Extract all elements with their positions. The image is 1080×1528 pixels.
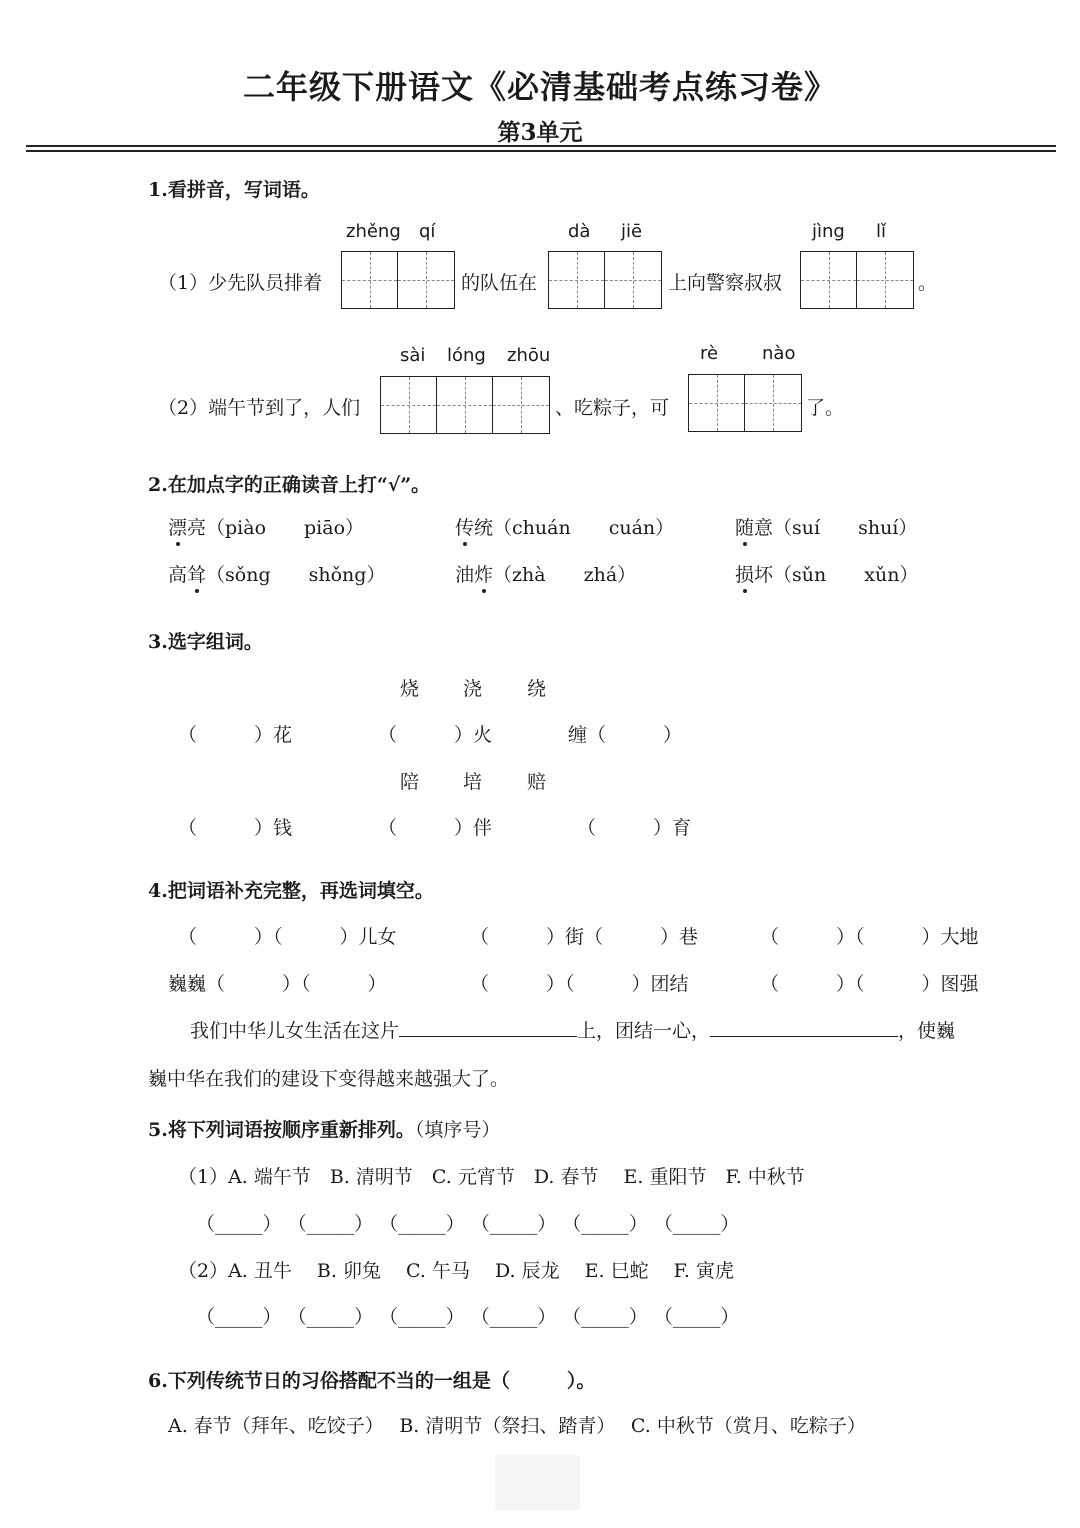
q4-blank-tuanjie[interactable]: （ ）（ ）团结 (470, 973, 689, 995)
pinyin-li: lǐ (876, 221, 887, 242)
q1-line2-prefix: （2）端午节到了，人们 (158, 397, 361, 419)
q5-note: （填序号） (414, 1119, 501, 1141)
q2-item-rest: （sǒng shǒng） (206, 564, 386, 586)
answer-blank[interactable]: （_____） (287, 1213, 374, 1235)
answer-blank[interactable]: （_____） (653, 1213, 740, 1235)
tianzi-box-zhengqi[interactable] (341, 251, 455, 309)
dotted-char: 损 (735, 560, 754, 587)
dotted-char: 传 (455, 513, 474, 540)
answer-blank[interactable]: （_____） (470, 1306, 557, 1328)
faint-watermark-block (495, 1455, 580, 1510)
pinyin-re: rè (700, 343, 719, 364)
q2-item-rest: 意（suí shuí） (754, 517, 918, 539)
q2-item-chuantong[interactable] (455, 513, 674, 540)
dotted-char: 炸 (474, 560, 493, 587)
q4-blank-weiwei[interactable]: 巍巍（ ）（ ） (168, 973, 387, 995)
fill-blank-line[interactable] (399, 1018, 577, 1037)
q1-line1-prefix: （1）少先队员排着 (158, 272, 323, 294)
q2-item-sunhuai[interactable] (735, 560, 918, 587)
q2-item-rest: （zhà zhá） (493, 564, 637, 586)
pinyin-qi: qí (419, 221, 436, 242)
q3-choice-char: 赔 (527, 771, 547, 793)
q3-blank-ban[interactable]: （ ）伴 (378, 817, 493, 839)
pinyin-jie: jiē (621, 221, 643, 242)
pinyin-zheng: zhěng (346, 221, 401, 242)
dotted-char: 耸 (187, 560, 206, 587)
tianzi-box-jingli[interactable] (800, 251, 914, 309)
answer-blank[interactable]: （_____） (470, 1213, 557, 1235)
dotted-char: 漂 (168, 513, 187, 540)
answer-blank[interactable]: （_____） (379, 1213, 465, 1235)
answer-blank[interactable]: （_____） (196, 1213, 282, 1235)
q3-blank-huo[interactable]: （ ）火 (378, 724, 493, 746)
q1-line2-mid: 、吃粽子，可 (555, 397, 670, 419)
q3-blank-chan[interactable]: 缠（ ） (568, 724, 683, 746)
q3-blank-hua[interactable]: （ ）花 (178, 724, 293, 746)
q5-heading (148, 1115, 500, 1142)
q3-blank-qian[interactable]: （ ）钱 (178, 817, 293, 839)
sentence-part: 我们中华儿女生活在这片 (190, 1020, 400, 1042)
q2-item-suiyi[interactable] (735, 513, 917, 540)
q1-line2-end: 了。 (806, 397, 845, 419)
sentence-part: 上，团结一心， (577, 1020, 711, 1042)
pinyin-long: lóng (447, 345, 486, 366)
tianzi-box-renao[interactable] (688, 374, 802, 432)
q4-heading: 4.把词语补充完整，再选词填空。 (148, 880, 434, 902)
q5-answer-row-1 (196, 1209, 739, 1236)
q5-list-zodiac: （2）A. 丑牛 B. 卯兔 C. 午马 D. 辰龙 E. 巳蛇 F. 寅虎 (178, 1260, 734, 1282)
q4-fill-sentence-cont: 巍中华在我们的建设下变得越来越强大了。 (148, 1068, 510, 1090)
answer-blank[interactable]: （_____） (562, 1213, 648, 1235)
q5-answer-row-2 (196, 1302, 739, 1329)
fill-blank-line[interactable] (710, 1018, 898, 1037)
q3-heading: 3.选字组词。 (148, 631, 263, 653)
q1-line1-mid1: 的队伍在 (461, 272, 538, 294)
q4-blank-tuqiang[interactable]: （ ）（ ）图强 (760, 973, 979, 995)
q5-heading-text: 5.将下列词语按顺序重新排列。 (148, 1119, 415, 1141)
q4-blank-jiexiang[interactable]: （ ）街（ ）巷 (470, 926, 699, 948)
pinyin-jing: jìng (812, 221, 845, 242)
q3-choice-char: 绕 (527, 678, 547, 700)
q4-blank-dadi[interactable]: （ ）（ ）大地 (760, 926, 979, 948)
tianzi-box-sailongzhou[interactable] (380, 376, 550, 434)
q5-list-festivals: （1）A. 端午节 B. 清明节 C. 元宵节 D. 春节 E. 重阳节 F. 中秋节 (178, 1166, 805, 1188)
q2-item-gaosong[interactable] (168, 560, 385, 587)
q6-options[interactable]: A. 春节（拜年、吃饺子） B. 清明节（祭扫、踏青） C. 中秋节（赏月、吃粽子） (168, 1415, 866, 1437)
q2-item-rest: 统（chuán cuán） (474, 517, 675, 539)
worksheet-title: 二年级下册语文《必清基础考点练习卷》 (242, 68, 837, 106)
plain-char: 高 (168, 564, 188, 586)
q1-heading: 1.看拼音，写词语。 (148, 179, 320, 201)
answer-blank[interactable]: （_____） (287, 1306, 374, 1328)
q3-choice-char: 陪 (400, 771, 420, 793)
q2-item-rest: 坏（sǔn xǔn） (754, 564, 919, 586)
pinyin-zhou: zhōu (507, 345, 551, 366)
q2-item-youzha[interactable] (455, 560, 636, 587)
q4-blank-ernv[interactable]: （ ）（ ）儿女 (178, 926, 397, 948)
q3-choice-char: 烧 (400, 678, 420, 700)
q1-line1-mid2: 上向警察叔叔 (668, 272, 783, 294)
tianzi-box-dajie[interactable] (548, 251, 662, 309)
q6-heading: 6.下列传统节日的习俗搭配不当的一组是（ ）。 (148, 1370, 596, 1392)
q3-choice-char: 培 (463, 771, 483, 793)
q1-line1-end: 。 (918, 272, 938, 294)
pinyin-nao: nào (762, 343, 796, 364)
q2-heading: 2.在加点字的正确读音上打“√”。 (148, 474, 431, 496)
pinyin-da: dà (568, 221, 591, 242)
unit-subtitle: 第3单元 (497, 119, 583, 146)
sentence-part: ，使巍 (898, 1020, 956, 1042)
header-rule-bottom (26, 150, 1056, 152)
answer-blank[interactable]: （_____） (196, 1306, 282, 1328)
q4-fill-sentence (190, 1016, 955, 1043)
q3-choice-char: 浇 (463, 678, 483, 700)
answer-blank[interactable]: （_____） (562, 1306, 648, 1328)
answer-blank[interactable]: （_____） (653, 1306, 740, 1328)
q2-item-piaoliang[interactable] (168, 513, 364, 540)
q3-blank-yu[interactable]: （ ）育 (577, 817, 692, 839)
pinyin-sai: sài (400, 345, 426, 366)
q2-item-rest: 亮（piào piāo） (187, 517, 365, 539)
dotted-char: 随 (735, 513, 754, 540)
header-rule-top (26, 145, 1056, 147)
answer-blank[interactable]: （_____） (379, 1306, 465, 1328)
plain-char: 油 (455, 564, 475, 586)
